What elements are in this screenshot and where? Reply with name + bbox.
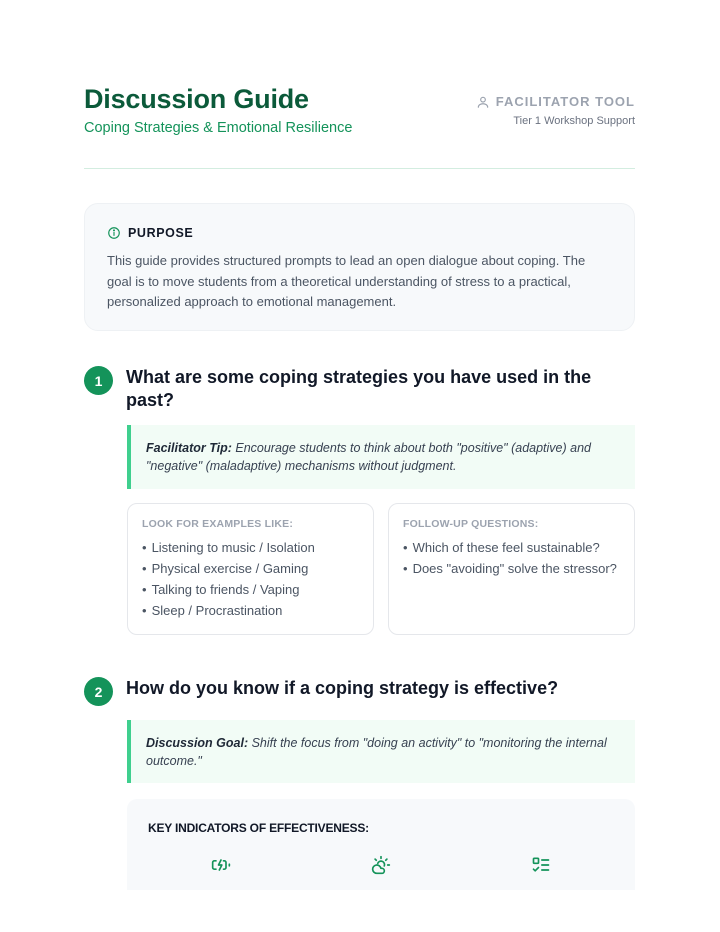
tip-label: Facilitator Tip: [146, 441, 232, 455]
goal-text: Shift the focus from "doing an activity" to "monitoring the internal outcome." [146, 736, 607, 768]
indicators-title: KEY INDICATORS OF EFFECTIVENESS: [148, 821, 369, 835]
page-title: Discussion Guide [84, 84, 309, 114]
tool-label: FACILITATOR TOOL [495, 94, 635, 109]
facilitator-tip [127, 425, 635, 489]
info-icon [107, 226, 121, 240]
sun-cloud-icon [371, 855, 391, 875]
indicator-icons [127, 855, 635, 875]
user-icon [476, 95, 490, 109]
list-item: • Physical exercise / Gaming [142, 560, 359, 578]
goal-label: Discussion Goal: [146, 736, 249, 750]
tip-text: Encourage students to think about both "positive" (adaptive) and "negative" (maladaptive) mechanisms without judgment. [146, 441, 591, 473]
purpose-heading-row [107, 226, 612, 240]
list-item: • Talking to friends / Vaping [142, 581, 359, 599]
checklist-icon [531, 855, 551, 875]
followup-list [403, 539, 620, 577]
purpose-box [84, 203, 635, 331]
facilitator-tool [476, 94, 635, 127]
question-number-badge: 1 [84, 366, 113, 395]
question-text: How do you know if a coping strategy is effective? [126, 678, 559, 698]
examples-title: LOOK FOR EXAMPLES LIKE: [142, 518, 294, 530]
followup-card [388, 503, 635, 635]
question-number-badge: 2 [84, 677, 113, 706]
purpose-heading: PURPOSE [128, 226, 194, 240]
examples-card [127, 503, 374, 635]
examples-list [142, 539, 359, 620]
battery-charging-icon [211, 855, 231, 875]
followup-title: FOLLOW-UP QUESTIONS: [403, 518, 539, 530]
page-subtitle: Coping Strategies & Emotional Resilience [84, 120, 353, 136]
header [84, 84, 635, 169]
list-item: • Does "avoiding" solve the stressor? [403, 560, 620, 577]
purpose-text: This guide provides structured prompts to lead an open dialogue about coping. The goal is to move students from a theoretical understanding of stress to a practical, personalized approach to emotional management. [107, 253, 586, 309]
list-item: • Listening to music / Isolation [142, 539, 359, 557]
list-item: • Which of these feel sustainable? [403, 539, 620, 556]
tool-subtitle: Tier 1 Workshop Support [513, 115, 635, 127]
question-text: What are some coping strategies you have used in the past? [126, 367, 592, 410]
discussion-goal [127, 720, 635, 783]
tool-label-row [476, 94, 635, 109]
list-item: • Sleep / Procrastination [142, 602, 359, 620]
indicators-box [127, 799, 635, 890]
